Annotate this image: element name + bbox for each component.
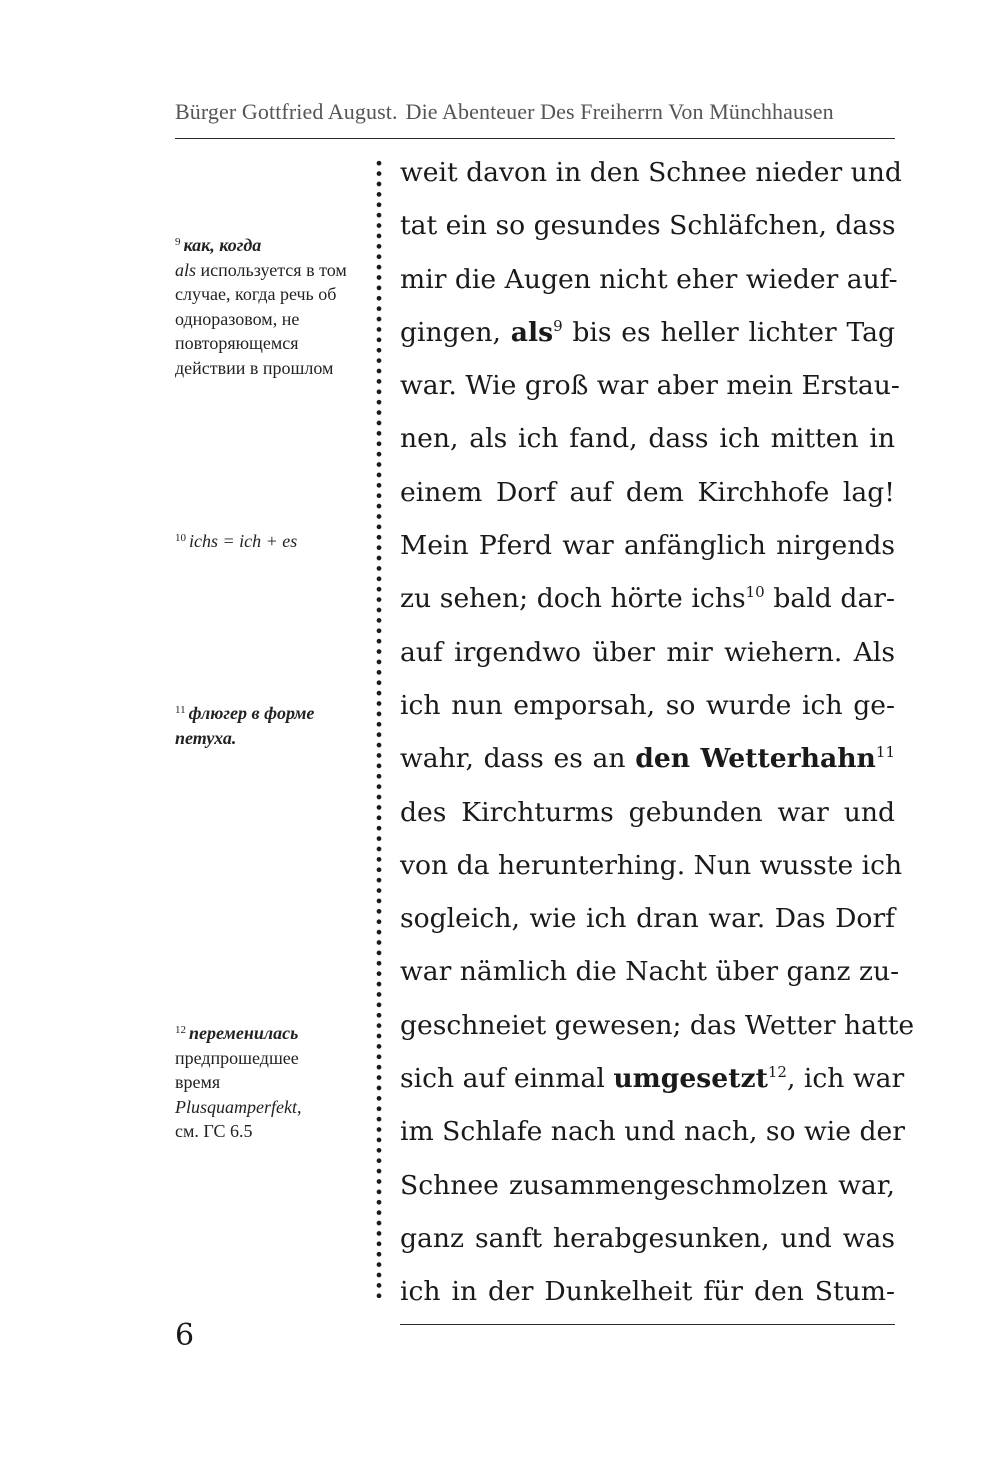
header-title: Die Abenteuer Des Freiherrn Von Münchhausen xyxy=(405,99,834,124)
note-body: используется в том случае, когда речь об одноразовом, не повторяющемся действии в прошлом xyxy=(175,259,347,378)
text-line xyxy=(400,732,895,785)
text-line: ganz sanft herabgesunken, und was xyxy=(400,1222,895,1254)
note-number: 10 xyxy=(175,532,186,544)
text-line: tat ein so gesundes Schläfchen, dass xyxy=(400,210,896,242)
text-line: von da herunterhing. Nun wusste ich xyxy=(400,849,903,881)
note-number: 11 xyxy=(175,704,186,716)
text-line: einem Dorf auf dem Kirchhofe lag! xyxy=(400,476,895,508)
text-line: war nämlich die Nacht über ganz zu- xyxy=(400,956,900,988)
note-number: 9 xyxy=(175,236,181,248)
main-text xyxy=(400,146,915,1319)
text-line: weit davon in den Schnee nieder und xyxy=(400,157,902,188)
footnote-ref: 12 xyxy=(767,1063,787,1082)
bottom-rule xyxy=(400,1324,895,1325)
text-line xyxy=(400,1052,905,1105)
note-term: флюгер в форме петуха. xyxy=(175,703,315,748)
note-9 xyxy=(175,230,350,380)
text-span: wahr, dass es an xyxy=(400,743,636,775)
glossed-word: umgesetzt xyxy=(613,1063,768,1095)
footnote-ref: 9 xyxy=(553,316,563,335)
text-line: des Kirchturms gebunden war und xyxy=(400,796,895,828)
note-body: , см. ГС 6.5 xyxy=(175,1096,302,1141)
footnote-ref: 11 xyxy=(875,743,895,762)
page-number: 6 xyxy=(175,1318,195,1353)
note-10 xyxy=(175,526,350,554)
text-line: im Schlafe nach und nach, so wie der xyxy=(400,1116,905,1148)
text-line: Schnee zusammengeschmolzen war, xyxy=(400,1169,895,1201)
text-line: mir die Augen nicht eher wieder auf- xyxy=(400,263,898,295)
note-12 xyxy=(175,1018,325,1144)
text-line: geschneiet gewesen; das Wetter hatte xyxy=(400,1009,915,1041)
glossed-word: den Wetterhahn xyxy=(635,743,876,775)
text-line xyxy=(400,572,895,625)
note-11 xyxy=(175,698,340,750)
note-italic: Plusquamperfekt xyxy=(175,1096,297,1117)
text-span: , ich war xyxy=(786,1063,905,1095)
header-author: Bürger Gottfried August. xyxy=(175,99,398,124)
text-span: zu sehen; doch hörte ichs xyxy=(400,583,746,615)
text-line: ich in der Dunkelheit für den Stum- xyxy=(400,1276,895,1308)
text-span: gingen, xyxy=(400,316,511,348)
text-span: bis es heller lichter Tag xyxy=(562,316,895,348)
note-body: предпрошедшее время xyxy=(175,1047,299,1092)
note-text: ichs = ich + es xyxy=(189,531,298,551)
text-span: bald dar- xyxy=(764,583,895,615)
text-line: sogleich, wie ich dran war. Das Dorf xyxy=(400,903,895,935)
text-line xyxy=(400,306,895,359)
text-line: Mein Pferd war anfänglich nirgends xyxy=(400,530,895,562)
footnote-ref: 10 xyxy=(745,583,765,602)
text-line: nen, als ich fand, dass ich mitten in xyxy=(400,423,895,455)
note-term: переменилась xyxy=(189,1023,299,1043)
text-span: sich auf einmal xyxy=(400,1063,614,1095)
note-number: 12 xyxy=(175,1024,186,1036)
glossed-word: als xyxy=(510,316,554,348)
text-line: auf irgendwo über mir wiehern. Als xyxy=(400,636,895,668)
margin-notes xyxy=(175,0,355,1200)
note-italic: als xyxy=(175,259,197,280)
text-line: war. Wie groß war aber mein Erstau- xyxy=(400,370,900,402)
note-term: как, когда xyxy=(183,235,262,255)
text-line: ich nun emporsah, so wurde ich ge- xyxy=(400,689,895,721)
dotted-divider xyxy=(374,158,384,1298)
